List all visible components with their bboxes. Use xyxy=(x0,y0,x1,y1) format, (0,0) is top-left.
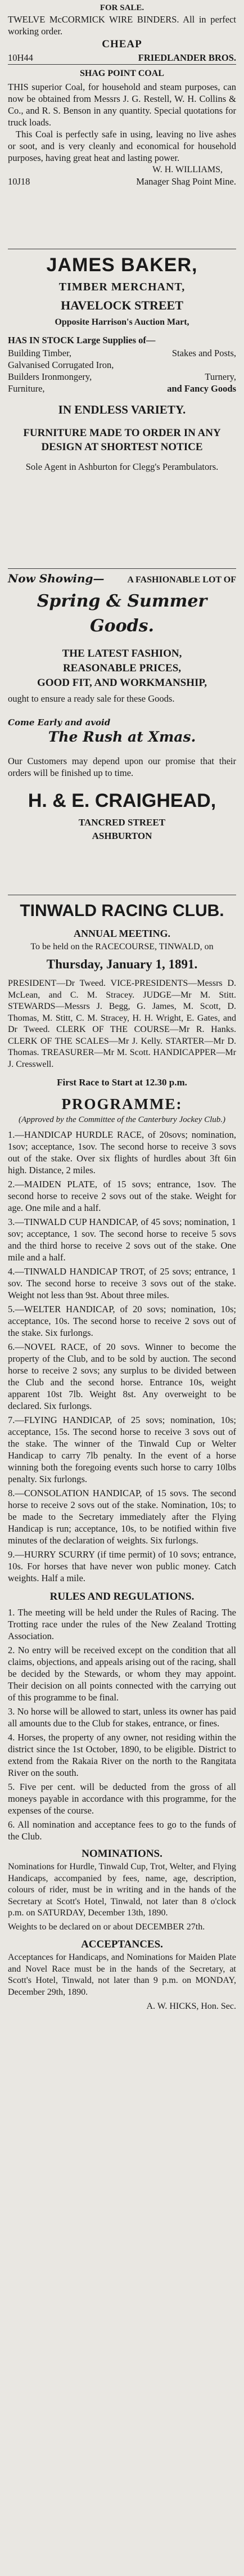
shag-point-footer xyxy=(8,176,236,187)
tinwald-race-list xyxy=(8,1129,236,1584)
craighead-town: ASHBURTON xyxy=(92,831,152,841)
tinwald-annual: ANNUAL MEETING. xyxy=(73,928,171,939)
rule-entry: 6. All nomination and acceptance fees to go to the funds of the Club. xyxy=(8,1819,236,1842)
baker-stock-item: and Fancy Goods xyxy=(167,383,236,394)
race-entry: 4.—TINWALD HANDICAP TROT, of 25 sovs; entrance, 1 sov. The second horse to receive 3 sovs out of the stake. Weight not less than 9st. About three miles. xyxy=(8,1266,236,1300)
tinwald-programme-title: PROGRAMME: xyxy=(61,1096,183,1112)
shag-point-ref: 10J18 xyxy=(8,176,30,187)
for-sale-cheap: CHEAP xyxy=(102,38,142,50)
shag-point-ad xyxy=(8,68,236,187)
tinwald-held: To be held on the RACECOURSE, TINWALD, on xyxy=(30,942,214,952)
baker-trade: TIMBER MERCHANT, xyxy=(58,281,186,293)
baker-stock-item: Furniture, xyxy=(8,383,45,394)
rule-entry: 3. No horse will be allowed to start, unless its owner has paid all amounts due to the Club for stakes, entrance, or fines. xyxy=(8,1706,236,1729)
tinwald-nominations-title: NOMINATIONS. xyxy=(82,1848,162,1860)
shag-point-signatory: W. H. WILLIAMS, xyxy=(152,165,223,174)
tinwald-officers: PRESIDENT—Dr Tweed. VICE-PRESIDENTS—Messrs D. McLean, and C. M. Stracey. JUDGE—Mr M. Stitt. STEWARDS—Messrs J. Begg, G. James, M. Scott, D. Thomas, M. Stitt, C. M. Stracey, H. H. Wright, E. Gates, and Dr Tweed. CLERK OF THE COURSE—Mr R. Hanks. CLERK OF THE SCALES—Mr J. Kelly. STARTER—Mr D. Thomas. TREASURER—Mr M. Scott. HANDICAPPER—Mr J. Cresswell. xyxy=(8,979,236,1069)
race-entry: 2.—MAIDEN PLATE, of 15 sovs; entrance, 1sov. The second horse to receive 2 sovs out of the stake. Weight for age. One mile and a half. xyxy=(8,1179,236,1213)
baker-stock-item: Galvanised Corrugated Iron, xyxy=(8,360,114,370)
for-sale-ad xyxy=(8,2,236,64)
baker-agent: Sole Agent in Ashburton for Clegg's Perambulators. xyxy=(25,461,219,472)
baker-ad xyxy=(8,254,236,473)
tinwald-acceptances: Acceptances for Handicaps, and Nominations for Maiden Plate and Novel Race must be in the hands of the Secretary, at Scott's Hotel, Tinwald, not later than 9 p.m. on MONDAY, December 29th, 1890. xyxy=(8,1953,236,1997)
rule-entry: 4. Horses, the property of any owner, not residing within the district since the 1st October, 1890, to be eligible. District to extend from the Rakaia River on the north to the Rangitata River on the south. xyxy=(8,1732,236,1778)
craighead-street: TANCRED STREET xyxy=(78,817,166,828)
rule-entry: 5. Five per cent. will be deducted from the gross of all moneys payable in accordance with this programme, for the expenses of the course. xyxy=(8,1781,236,1816)
tinwald-date: Thursday, January 1, 1891. xyxy=(46,957,198,971)
baker-stock-row xyxy=(8,347,236,359)
baker-stock-item: Stakes and Posts, xyxy=(171,348,236,358)
tinwald-programme-note: (Approved by the Committee of the Canterbury Jockey Club.) xyxy=(18,1115,226,1124)
race-entry: 1.—HANDICAP HURDLE RACE, of 20sovs; nomination, 1sov; acceptance, 1sov. The second horse to receive 3 sovs out of the stake. Over six flights of hurdles about 3ft 6in high. Distance, 2 miles. xyxy=(8,1129,236,1175)
craighead-lot: A FASHIONABLE LOT OF xyxy=(127,575,236,585)
tinwald-rules-list xyxy=(8,1606,236,1842)
tinwald-ad xyxy=(8,900,236,2012)
race-entry: 6.—NOVEL RACE, of 20 sovs. Winner to become the property of the Club, and to be sold by auction. The second horse to receive 2 sovs; any surplus to be divided between the Club and the second horse. Entrance 10s, weight apparent 10st 7lb. Weight 8st. Any overweight to be declared. Six furlongs. xyxy=(8,1341,236,1411)
tinwald-weights: Weights to be declared on or about DECEMBER 27th. xyxy=(8,1922,205,1932)
tinwald-nominations: Nominations for Hurdle, Tinwald Cup, Trot, Welter, and Flying Handicaps, accompanied by fees, name, age, description, colours of rider, must be in writing and in the hands of the Secretary at Scott's Hotel, Tinwald, not later than 8 o'clock p.m. on SATURDAY, December 13th, 1890. xyxy=(8,1862,236,1918)
craighead-rush: The Rush at Xmas. xyxy=(48,729,196,745)
baker-variety: IN ENDLESS VARIETY. xyxy=(58,403,186,416)
divider xyxy=(8,64,236,65)
for-sale-footer xyxy=(8,52,236,64)
baker-stock-row xyxy=(8,359,236,371)
baker-opposite: Opposite Harrison's Auction Mart, xyxy=(55,317,189,327)
shag-point-para-1: THIS superior Coal, for household and steam purposes, can now be obtained from Messrs J. G. Restell, W. H. Collins & Co., and R. S. Benson in any quantity. Special quotations for truck loads. xyxy=(8,82,236,128)
rule-entry: 2. No entry will be received except on the condition that all claims, objections, and appeals arising out of the racing, shall be decided by the Stewards, or whom they may appoint. Their decision on all points connected with the carrying out of this programme to be final. xyxy=(8,1645,236,1703)
craighead-latest-1: THE LATEST FASHION, xyxy=(62,648,182,659)
baker-stock-row xyxy=(8,371,236,383)
shag-point-title: SHAG POINT COAL xyxy=(80,69,164,78)
shag-point-para-2: This Coal is perfectly safe in using, leaving no live ashes or soot, and is very cleanly and economical for household purposes, having great heat and lasting power. xyxy=(8,129,236,163)
for-sale-ref: 10H44 xyxy=(8,52,33,63)
craighead-heading-row xyxy=(8,573,236,586)
craighead-ad xyxy=(8,573,236,843)
craighead-customers: Our Customers may depend upon our promise that their orders will be finished up to time. xyxy=(8,756,236,778)
baker-stock-row xyxy=(8,383,236,394)
baker-stock-item: Turnery, xyxy=(205,371,236,382)
for-sale-header: FOR SALE. xyxy=(100,3,144,12)
tinwald-acceptances-title: ACCEPTANCES. xyxy=(81,1938,163,1950)
shag-point-role: Manager Shag Point Mine. xyxy=(136,176,236,187)
baker-name: JAMES BAKER, xyxy=(46,254,198,276)
for-sale-body: TWELVE McCORMICK WIRE BINDERS. All in perfect working order. xyxy=(8,14,236,37)
tinwald-closing: A. W. HICKS, Hon. Sec. xyxy=(146,2001,236,2011)
baker-stock-item: Building Timber, xyxy=(8,348,72,358)
craighead-come-early: Come Early and avoid xyxy=(8,717,111,728)
craighead-goods: Spring & Summer Goods. xyxy=(37,591,207,636)
baker-stock-list xyxy=(8,347,236,394)
baker-lead: HAS IN STOCK Large Supplies of— xyxy=(8,335,156,345)
race-entry: 5.—WELTER HANDICAP, of 20 sovs; nomination, 10s; acceptance, 10s. The second horse to receive 2 sovs out of the stake. Six furlongs. xyxy=(8,1304,236,1338)
craighead-now-showing: Now Showing— xyxy=(8,572,105,585)
baker-street: HAVELOCK STREET xyxy=(61,298,183,312)
race-entry: 3.—TINWALD CUP HANDICAP, of 45 sovs; nomination, 1 sov; acceptance, 1 sov. The second horse to receive 5 sovs and the third horse to receive 2 sovs out of the stake. One mile and a half. xyxy=(8,1217,236,1263)
craighead-ought: ought to ensure a ready sale for these Goods. xyxy=(8,693,175,704)
tinwald-title: TINWALD RACING CLUB. xyxy=(20,901,224,920)
race-entry: 7.—FLYING HANDICAP, of 25 sovs; nomination, 10s; acceptance, 15s. The second horse to receive 3 sovs out of the stake. The winner of the Tinwald Cup or Welter Handicap to carry 7lb penalty. In the event of a horse winning both the foregoing events such horse to carry 10lbs penalty. Six furlongs. xyxy=(8,1415,236,1484)
tinwald-first-race: First Race to Start at 12.30 p.m. xyxy=(57,1077,187,1088)
craighead-latest-3: GOOD FIT, AND WORKMANSHIP, xyxy=(37,677,207,689)
divider xyxy=(8,568,236,569)
craighead-firm: H. & E. CRAIGHEAD, xyxy=(28,790,216,811)
craighead-latest-2: REASONABLE PRICES, xyxy=(62,662,182,674)
rule-entry: 1. The meeting will be held under the Rules of Racing. The Trotting race under the rules of the New Zealand Trotting Association. xyxy=(8,1607,236,1641)
tinwald-rules-title: RULES AND REGULATIONS. xyxy=(49,1591,195,1603)
race-entry: 9.—HURRY SCURRY (if time permit) of 10 sovs; entrance, 10s. For horses that have never won public money. Catch weights. Half a mile. xyxy=(8,1549,236,1583)
for-sale-firm: FRIEDLANDER BROS. xyxy=(138,52,236,63)
race-entry: 8.—CONSOLATION HANDICAP, of 15 sovs. The second horse to receive 2 sovs out of the stake. Nomination, 10s; to be made to the Secretary immediately after the Flying Handicap is run; acceptance, 10s, to be notified within five minutes of the declaration of weights. Six furlongs. xyxy=(8,1488,236,1546)
baker-furniture: FURNITURE MADE TO ORDER IN ANY DESIGN AT SHORTEST NOTICE xyxy=(23,427,221,453)
baker-stock-item: Builders Ironmongery, xyxy=(8,371,92,382)
